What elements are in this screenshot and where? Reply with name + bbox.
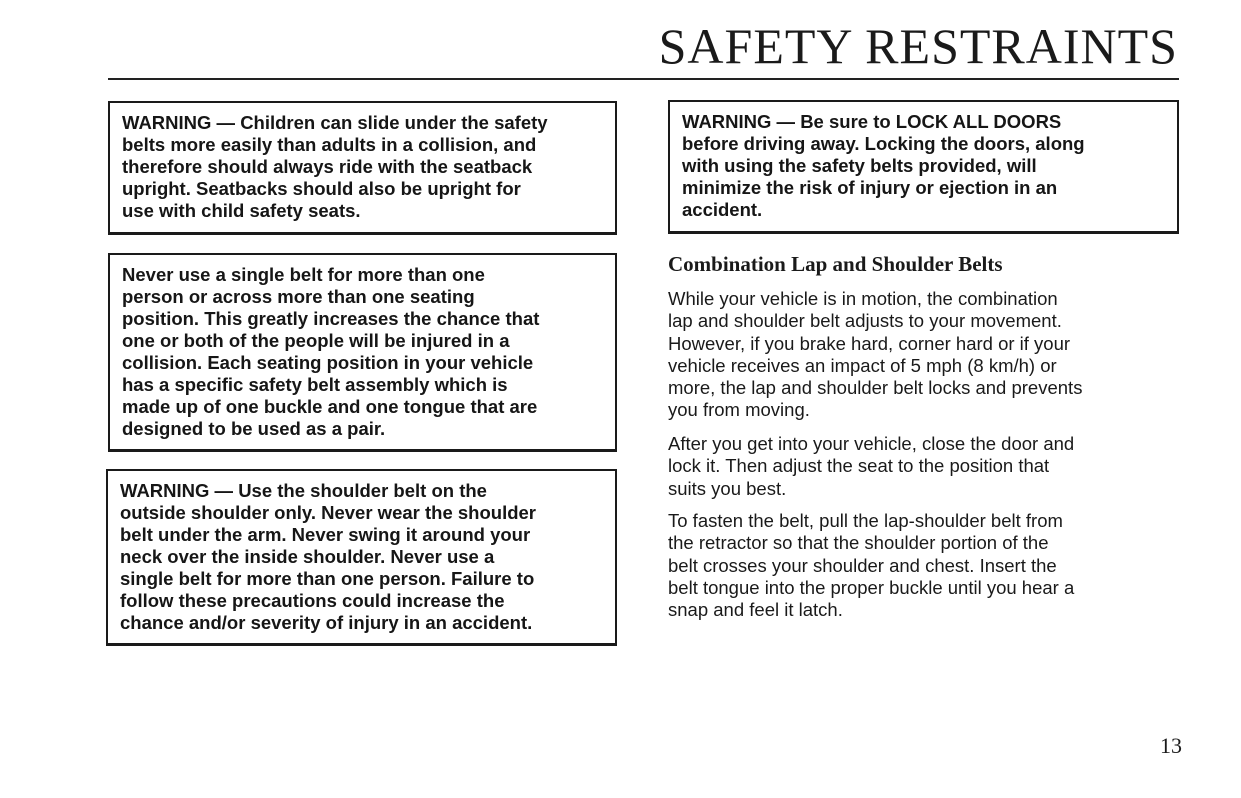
warning-line: person or across more than one seating [122,286,475,307]
warning-line: has a specific safety belt assembly which is [122,374,508,395]
paragraph-line: belt tongue into the proper buckle until you hear a [668,576,1075,598]
warning-box-children [108,101,617,235]
paragraph-line: However, if you brake hard, corner hard or if your [668,332,1071,354]
warning-line: therefore should always ride with the seatback [122,156,533,177]
warning-line: WARNING — Use the shoulder belt on the [120,480,487,501]
warning-line: before driving away. Locking the doors, along [682,133,1085,154]
warning-line: accident. [682,199,763,220]
section-heading: Combination Lap and Shoulder Belts [668,252,1003,276]
warning-line: belt under the arm. Never swing it around your [120,524,531,545]
paragraph-line: vehicle receives an impact of 5 mph (8 km/h) or [668,354,1057,376]
body-paragraph [668,433,1178,500]
paragraph-line: suits you best. [668,477,787,499]
warning-line: with using the safety belts provided, will [682,155,1037,176]
warning-line: one or both of the people will be injured in a [122,330,510,351]
paragraph-line: belt crosses your shoulder and chest. Insert the [668,554,1057,576]
warning-line: made up of one buckle and one tongue that are [122,396,538,417]
warning-line: single belt for more than one person. Failure to [120,568,535,589]
warning-line: designed to be used as a pair. [122,418,386,439]
warning-line: minimize the risk of injury or ejection in an [682,177,1058,198]
paragraph-line: the retractor so that the shoulder portion of the [668,532,1049,554]
warning-line: Never use a single belt for more than one [122,264,485,285]
warning-line: upright. Seatbacks should also be upright for [122,178,521,199]
body-paragraph [668,288,1178,422]
warning-line: WARNING — Be sure to LOCK ALL DOORS [682,111,1062,132]
warning-line: position. This greatly increases the chance that [122,308,540,329]
paragraph-line: you from moving. [668,399,810,421]
warning-line: belts more easily than adults in a collision, and [122,134,537,155]
header-rule [108,78,1179,80]
warning-box-shoulder-belt [106,469,617,646]
warning-line: chance and/or severity of injury in an accident. [120,612,533,633]
page-title: SAFETY RESTRAINTS [658,18,1178,74]
warning-line: outside shoulder only. Never wear the shoulder [120,502,536,523]
warning-line: follow these precautions could increase the [120,590,505,611]
warning-line: WARNING — Children can slide under the safety [122,112,548,133]
warning-box-lock-doors [668,100,1179,234]
warning-line: collision. Each seating position in your vehicle [122,352,534,373]
paragraph-line: snap and feel it latch. [668,599,843,621]
page-number: 13 [1160,733,1182,758]
paragraph-line: lock it. Then adjust the seat to the position that [668,455,1050,477]
warning-line: neck over the inside shoulder. Never use a [120,546,495,567]
paragraph-line: While your vehicle is in motion, the combination [668,288,1058,309]
paragraph-line: To fasten the belt, pull the lap-shoulder belt from [668,510,1063,531]
paragraph-line: more, the lap and shoulder belt locks and prevents [668,377,1083,399]
warning-line: use with child safety seats. [122,200,361,221]
paragraph-line: lap and shoulder belt adjusts to your movement. [668,310,1062,332]
paragraph-line: After you get into your vehicle, close the door and [668,433,1075,454]
warning-box-single-belt [108,253,617,452]
body-paragraph [668,510,1178,621]
